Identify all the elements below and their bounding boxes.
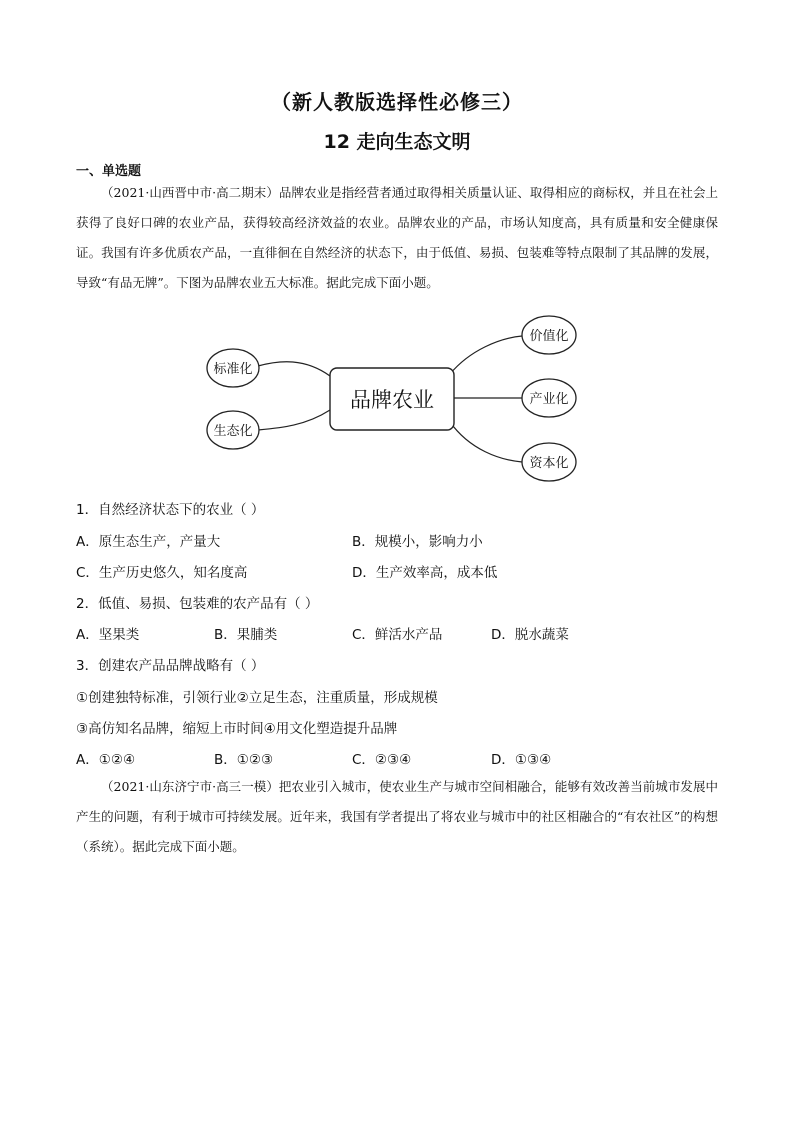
question-1-stem: 1．自然经济状态下的农业（ ）	[76, 502, 265, 518]
node-label: 生态化	[213, 424, 253, 439]
brand-agriculture-diagram	[200, 310, 590, 490]
question-3-option-d[interactable]: D．①③④	[491, 752, 552, 768]
node-label: 资本化	[529, 456, 569, 471]
node-label: 标准化	[213, 362, 253, 377]
connector-line	[450, 422, 522, 462]
section-heading: 一、单选题	[76, 164, 142, 179]
question-3-option-b[interactable]: B．①②③	[214, 752, 274, 768]
connector-line	[258, 410, 330, 430]
question-3-statement-line: ①创建独特标准，引领行业②立足生态，注重质量，形成规模	[76, 690, 438, 706]
node-label: 产业化	[529, 392, 569, 407]
question-2-stem: 2．低值、易损、包装难的农产品有（ ）	[76, 596, 319, 612]
question-3-option-c[interactable]: C．②③④	[352, 752, 412, 768]
page-subtitle: 12 走向生态文明	[323, 131, 471, 153]
question-2-option-c[interactable]: C．鲜活水产品	[352, 627, 443, 643]
question-1-option-d[interactable]: D．生产效率高，成本低	[352, 565, 498, 581]
node-label: 价值化	[529, 329, 569, 344]
question-1-option-b[interactable]: B．规模小，影响力小	[352, 534, 483, 550]
question-2-option-d[interactable]: D．脱水蔬菜	[491, 627, 569, 643]
question-3-stem: 3．创建农产品品牌战略有（ ）	[76, 658, 265, 674]
center-label: 品牌农业	[350, 388, 434, 412]
connector-line	[258, 362, 330, 376]
question-2-option-b[interactable]: B．果脯类	[214, 627, 278, 643]
question-1-option-c[interactable]: C．生产历史悠久，知名度高	[76, 565, 248, 581]
connector-line	[450, 336, 522, 374]
question-1-option-a[interactable]: A．原生态生产，产量大	[76, 534, 221, 550]
passage-1: （2021·山西晋中市·高二期末）品牌农业是指经营者通过取得相关质量认证、取得相应的商标权，并且在社会上获得了良好口碑的农业产品，获得较高经济效益的农业。品牌农业的产品，市场认知度高，具有质量和安全健康保证。我国有许多优质农产品，一直徘徊在自然经济的状态下，由于低值、易损、包装难等特点限制了其品牌的发展，导致“有品无牌”。下图为品牌农业五大标准。据此完成下面小题。	[76, 185, 718, 290]
passage-2: （2021·山东济宁市·高三一模）把农业引入城市，使农业生产与城市空间相融合，能够有效改善当前城市发展中产生的问题，有利于城市可持续发展。近年来，我国有学者提出了将农业与城市中的社区相融合的“有农社区”的构想（系统）。据此完成下面小题。	[76, 779, 718, 854]
page-title: （新人教版选择性必修三）	[271, 90, 523, 114]
question-3-option-a[interactable]: A．①②④	[76, 752, 136, 768]
question-3-statement-line: ③高仿知名品牌，缩短上市时间④用文化塑造提升品牌	[76, 721, 398, 737]
question-2-option-a[interactable]: A．坚果类	[76, 627, 140, 643]
